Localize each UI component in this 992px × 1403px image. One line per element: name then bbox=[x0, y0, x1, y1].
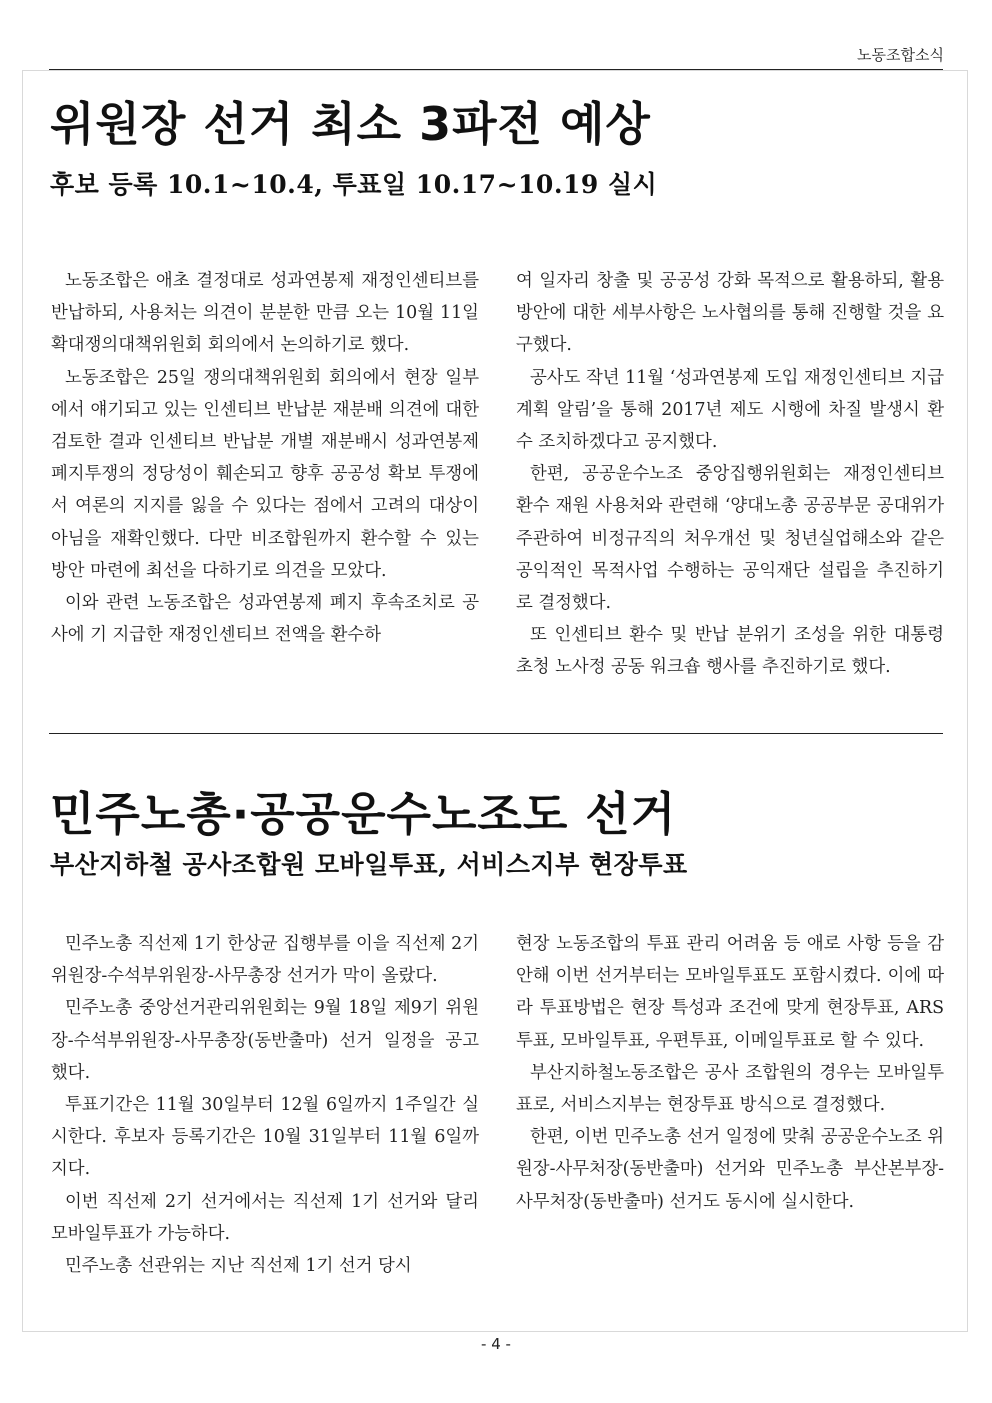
article2-right-paragraph: 한편, 이번 민주노총 선거 일정에 맞춰 공공운수노조 위원장-사무처장(동반출마) 선거와 민주노총 부산본부장-사무처장(동반출마) 선거도 동시에 실시한다. bbox=[516, 1127, 944, 1212]
article2-right-column bbox=[516, 928, 944, 1218]
article1-left-paragraph: 노동조합은 애초 결정대로 성과연봉제 재정인센티브를 반납하되, 사용처는 의견이 분분한 만큼 오는 10월 11일 확대쟁의대책위원회 회의에서 논의하기로 했다. bbox=[51, 271, 479, 356]
article2-right-paragraph: 부산지하철노동조합은 공사 조합원의 경우는 모바일투표로, 서비스지부는 현장투표 방식으로 결정했다. bbox=[516, 1062, 944, 1116]
article1-right-paragraph: 한편, 공공운수노조 중앙집행위원회는 재정인센티브 환수 재원 사용처와 관련해 ‘양대노총 공공부문 공대위가 주관하여 비정규직의 처우개선 및 청년실업해소와 같은 공익적인 목적사업 수행하는 공익재단 설립을 추진하기로 결정했다. bbox=[516, 464, 944, 614]
article1-right-paragraph: 또 인센티브 환수 및 반납 분위기 조성을 위한 대통령 초청 노사정 공동 워크숍 행사를 추진하기로 했다. bbox=[516, 625, 944, 678]
article1-headline: 위원장 선거 최소 3파전 예상 bbox=[50, 97, 651, 151]
article1-right-column bbox=[516, 265, 944, 684]
article2-left-paragraph: 이번 직선제 2기 선거에서는 직선제 1기 선거와 달리 모바일투표가 가능하다. bbox=[51, 1191, 479, 1244]
article2-left-column bbox=[51, 928, 479, 1282]
article1-left-paragraph: 노동조합은 25일 쟁의대책위원회 회의에서 현장 일부에서 얘기되고 있는 인센티브 반납분 재분배 의견에 대한 검토한 결과 인센티브 반납분 개별 재분배시 성과연봉제 폐지투쟁의 정당성이 훼손되고 향후 공공성 확보 투쟁에서 여론의 지지를 잃을 수 있다는 점에서 고려의 대상이 아님을 재확인했다. 다만 비조합원까지 환수할 수 있는 방안 마련에 최선을 다하기로 의견을 모았다. bbox=[51, 367, 479, 581]
article1-left-paragraph: 이와 관련 노동조합은 성과연봉제 폐지 후속조치로 공사에 기 지급한 재정인센티브 전액을 환수하 bbox=[51, 593, 479, 646]
article1-right-paragraph: 공사도 작년 11월 ‘성과연봉제 도입 재정인센티브 지급계획 알림’을 통해 2017년 제도 시행에 차질 발생시 환수 조치하겠다고 공지했다. bbox=[516, 367, 944, 453]
article1-left-column bbox=[51, 265, 479, 651]
article1-subheadline: 후보 등록 10.1~10.4, 투표일 10.17~10.19 실시 bbox=[50, 170, 658, 199]
article2-left-paragraph: 민주노총 직선제 1기 한상균 집행부를 이을 직선제 2기 위원장-수석부위원장-사무총장 선거가 막이 올랐다. bbox=[51, 934, 479, 987]
article2-right-paragraph: 현장 노동조합의 투표 관리 어려움 등 애로 사항 등을 감안해 이번 선거부터는 모바일투표도 포함시켰다. 이에 따라 투표방법은 현장 특성과 조건에 맞게 현장투표, ARS투표, 모바일투표, 우편투표, 이메일투표로 할 수 있다. bbox=[516, 934, 944, 1051]
article2-headline: 민주노총·공공운수노조도 선거 bbox=[50, 787, 677, 841]
page-number: - 4 - bbox=[481, 1335, 511, 1353]
article2-left-paragraph: 민주노총 선관위는 지난 직선제 1기 선거 당시 bbox=[65, 1256, 412, 1277]
article1-right-paragraph: 여 일자리 창출 및 공공성 강화 목적으로 활용하되, 활용방안에 대한 세부사항은 노사협의를 통해 진행할 것을 요구했다. bbox=[516, 271, 944, 356]
article2-left-paragraph: 민주노총 중앙선거관리위원회는 9월 18일 제9기 위원장-수석부위원장-사무총장(동반출마) 선거 일정을 공고했다. bbox=[51, 998, 479, 1083]
header-rule bbox=[49, 69, 943, 70]
article-divider bbox=[49, 733, 943, 734]
article2-subheadline: 부산지하철 공사조합원 모바일투표, 서비스지부 현장투표 bbox=[50, 850, 688, 879]
running-head: 노동조합소식 bbox=[857, 46, 944, 64]
article2-left-paragraph: 투표기간은 11월 30일부터 12월 6일까지 1주일간 실시한다. 후보자 등록기간은 10월 31일부터 11월 6일까지다. bbox=[51, 1095, 479, 1180]
